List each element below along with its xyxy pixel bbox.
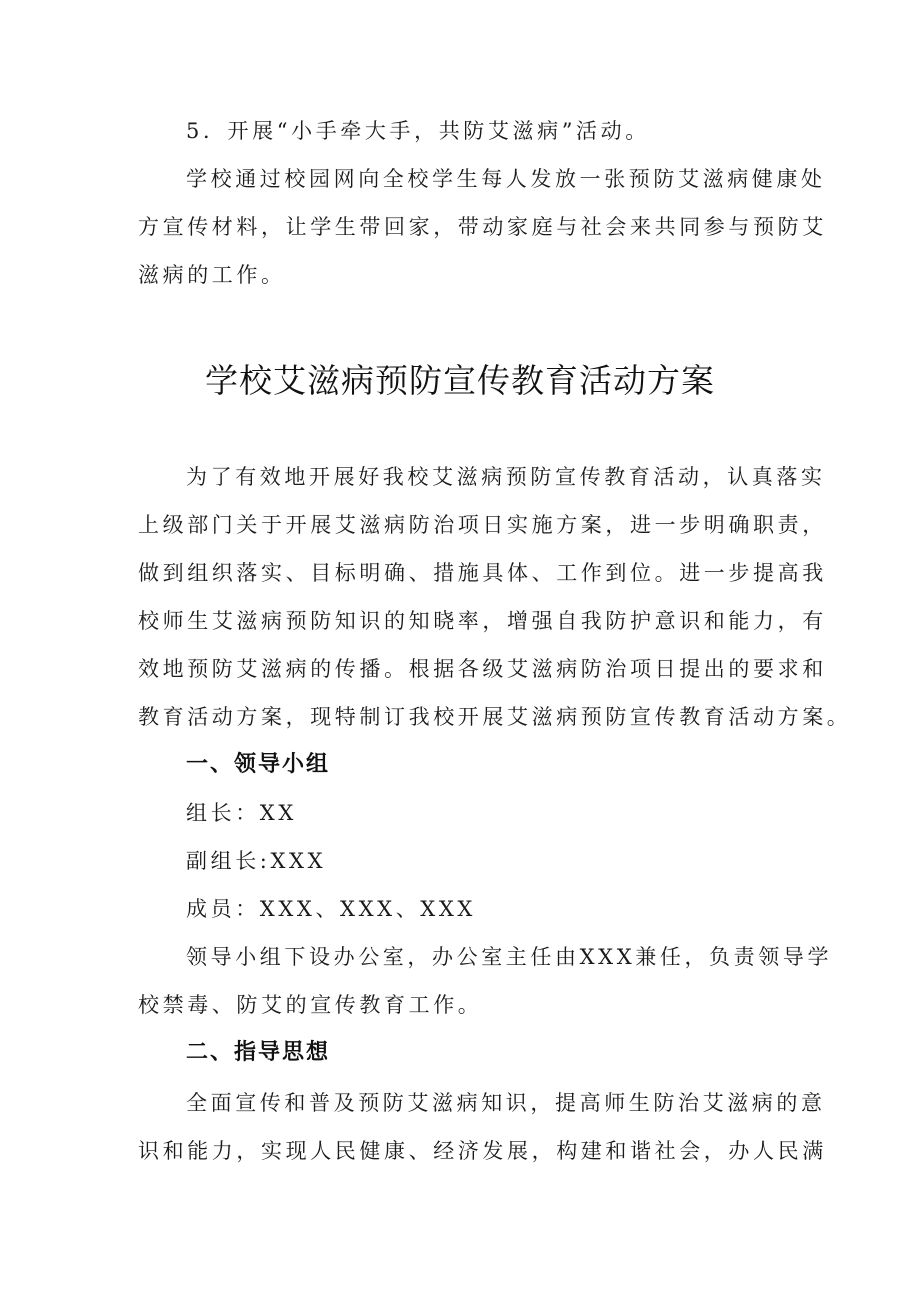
paragraph-line: 做到组织落实、目标明确、措施具体、工作到位。进一步提高我 — [138, 561, 827, 585]
paragraph-line: 滋病的工作。 — [138, 263, 286, 287]
paragraph-line: 领导小组下设办公室，办公室主任由XXX兼任，负责领导学 — [186, 945, 833, 969]
paragraph-line: 上级部门关于开展艾滋病防治项日实施方案，进一步明确职责， — [138, 513, 827, 537]
paragraph-line: 教育活动方案，现特制订我校开展艾滋病预防宣传教育活动方案。 — [138, 705, 852, 729]
paragraph-line: 全面宣传和普及预防艾滋病知识，提高师生防治艾滋病的意 — [186, 1091, 826, 1115]
members-line: 成员：XXX、XXX、XXX — [186, 897, 476, 921]
paragraph-line: 效地预防艾滋病的传播。根据各级艾滋病防治项日提出的要求和 — [138, 657, 827, 681]
section-heading-guiding-ideology: 二、指导思想 — [186, 1040, 331, 1065]
leader-line: 组长：XX — [186, 801, 297, 825]
paragraph-line: 校师生艾滋病预防知识的知晓率，增强自我防护意识和能力，有 — [138, 609, 827, 633]
paragraph-line: 学校通过校园网向全校学生每人发放一张预防艾滋病健康处 — [186, 167, 826, 191]
deputy-leader-line: 副组长:XXX — [186, 849, 327, 873]
document-title: 学校艾滋病预防宣传教育活动方案 — [205, 361, 715, 400]
paragraph-line: 为了有效地开展好我校艾滋病预防宣传教育活动，认真落实 — [186, 465, 826, 489]
paragraph-line: 校禁毒、防艾的宣传教育工作。 — [138, 993, 483, 1017]
paragraph-line: 方宣传材料，让学生带回家，带动家庭与社会来共同参与预防艾 — [138, 215, 827, 239]
activity-item-heading: 5．开展“小手牵大手，共防艾滋病”活动。 — [186, 119, 650, 143]
paragraph-line: 识和能力，实现人民健康、经济发展，构建和谐社会，办人民满 — [138, 1139, 827, 1163]
section-heading-leadership: 一、领导小组 — [186, 752, 331, 777]
